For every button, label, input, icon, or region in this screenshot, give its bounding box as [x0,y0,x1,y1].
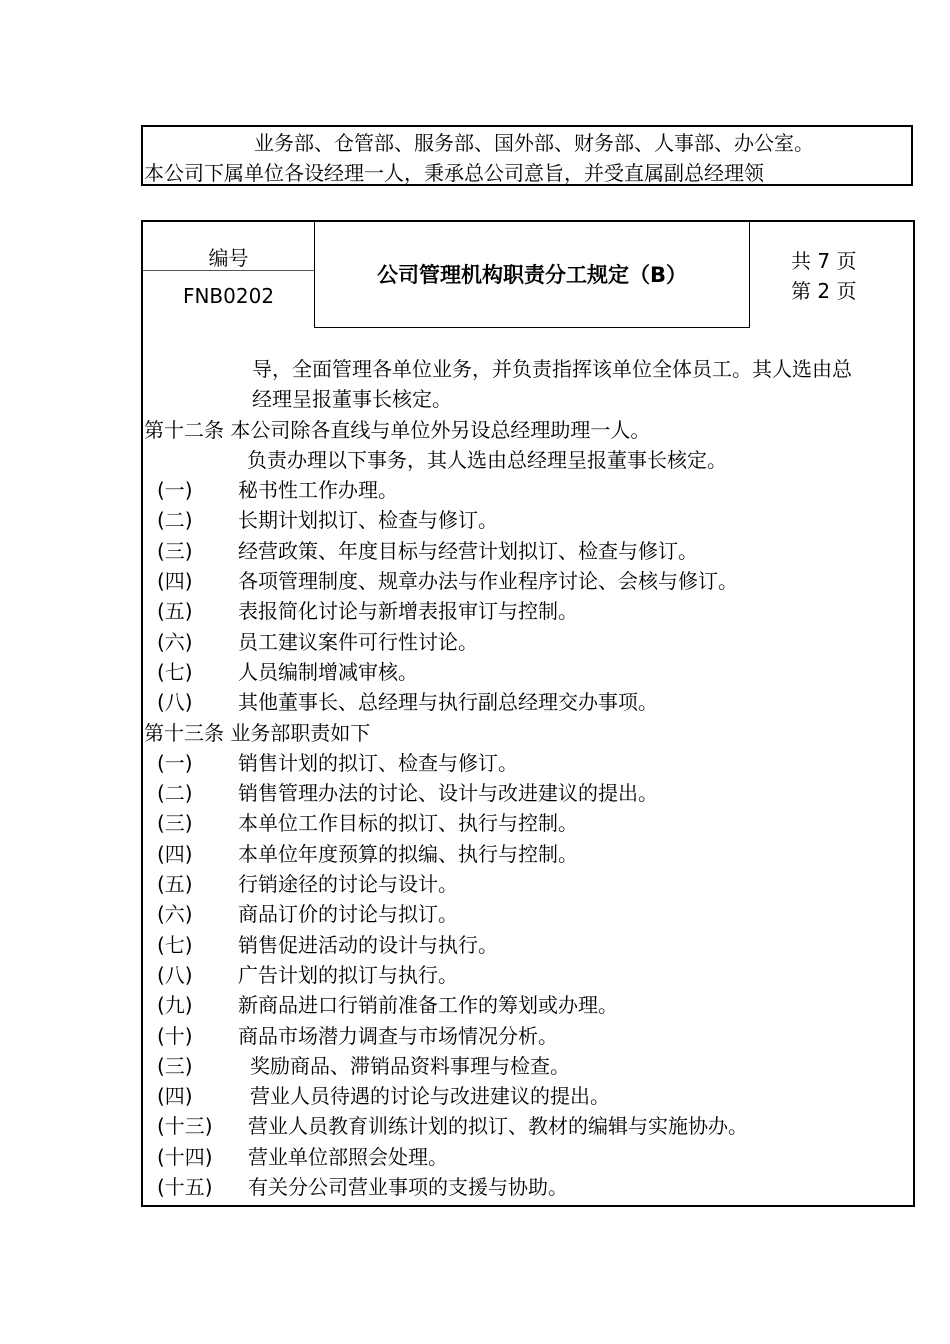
item-text: 营业单位部照会处理。 [248,1144,448,1169]
item-text: 人员编制增减审核。 [238,659,418,684]
continuation-text: 经理呈报董事长核定。 [252,387,452,412]
item-number: (三) [157,811,193,836]
item-text: 员工建议案件可行性讨论。 [238,629,478,654]
item-text: 本单位工作目标的拟订、执行与控制。 [238,811,578,836]
item-text: 秘书性工作办理。 [238,478,398,503]
item-text: 经营政策、年度目标与经营计划拟订、检查与修订。 [238,538,698,563]
item-text: 营业人员教育训练计划的拟订、教材的编辑与实施协办。 [248,1114,748,1139]
list-item [143,960,913,990]
list-item [143,1021,913,1051]
item-text: 本单位年度预算的拟编、执行与控制。 [238,841,578,866]
total-pages: 共 7 页 [791,249,857,273]
item-number: (八) [157,962,193,987]
item-text: 新商品进口行销前准备工作的筹划或办理。 [238,993,618,1018]
list-item [143,1142,913,1172]
list-item [143,990,913,1020]
item-number: (二) [157,508,193,533]
item-number: (四) [157,569,193,594]
list-item [143,869,913,899]
list-item [143,1172,913,1202]
code-divider [143,270,314,271]
item-number: (五) [157,599,193,624]
item-text: 表报简化讨论与新增表报审订与控制。 [238,599,578,624]
item-number: (十) [157,1023,193,1048]
item-number: (十五) [157,1175,213,1200]
item-text: 销售促进活动的设计与执行。 [238,932,498,957]
item-number: (七) [157,659,193,684]
item-text: 广告计划的拟订与执行。 [238,962,458,987]
list-item [143,1081,913,1111]
item-text: 行销途径的讨论与设计。 [238,872,458,897]
item-number: (八) [157,690,193,715]
item-text: 奖励商品、滞销品资料事理与检查。 [250,1053,570,1078]
item-text: 其他董事长、总经理与执行副总经理交办事项。 [238,690,658,715]
item-text: 长期计划拟订、检查与修订。 [238,508,498,533]
list-item [143,627,913,657]
list-item [143,778,913,808]
article-heading [143,718,913,748]
list-item [143,536,913,566]
page-info [791,246,856,306]
code-value: FNB0202 [182,284,275,308]
article-heading [143,415,913,445]
body-line [143,445,913,475]
list-item [143,1051,913,1081]
item-text: 商品市场潜力调查与市场情况分析。 [238,1023,558,1048]
item-text: 销售管理办法的讨论、设计与改进建议的提出。 [238,781,658,806]
item-number: (九) [157,993,193,1018]
item-text: 各项管理制度、规章办法与作业程序讨论、会核与修订。 [238,569,738,594]
manager-clause-line: 本公司下属单位各设经理一人，秉承总公司意旨，并受直属副总经理领 [144,161,764,185]
current-page: 第 2 页 [791,279,857,303]
list-item [143,899,913,929]
item-number: (四) [157,1084,193,1109]
article-12-title: 第十二条 本公司除各直线与单位外另设总经理助理一人。 [144,417,651,442]
list-item [143,596,913,626]
list-item [143,930,913,960]
item-number: (一) [157,478,193,503]
body-line [143,354,913,384]
article-13-title: 第十三条 业务部职责如下 [144,720,371,745]
document-body [143,354,913,1202]
item-number: (十四) [157,1144,213,1169]
item-number: (十三) [157,1114,213,1139]
list-item [143,808,913,838]
list-item [143,839,913,869]
body-line [143,384,913,414]
item-number: (五) [157,872,193,897]
item-number: (三) [157,538,193,563]
list-item [143,566,913,596]
list-item [143,475,913,505]
list-item [143,657,913,687]
item-text: 营业人员待遇的讨论与改进建议的提出。 [250,1084,610,1109]
document-title: 公司管理机构职责分工规定（B） [376,263,687,287]
item-number: (四) [157,841,193,866]
item-number: (一) [157,750,193,775]
list-item [143,505,913,535]
document-page [141,220,915,1207]
item-number: (六) [157,629,193,654]
item-text: 商品订价的讨论与拟订。 [238,902,458,927]
list-item [143,1111,913,1141]
item-text: 销售计划的拟订、检查与修订。 [238,750,518,775]
article-12-subtitle: 负责办理以下事务，其人选由总经理呈报董事长核定。 [247,447,727,472]
code-label: 编号 [208,246,249,270]
department-list-line: 业务部、仓管部、服务部、国外部、财务部、人事部、办公室。 [254,131,814,155]
item-number: (三) [157,1053,193,1078]
list-item [143,687,913,717]
list-item [143,748,913,778]
continuation-text: 导，全面管理各单位业务，并负责指挥该单位全体员工。其人选由总 [252,357,852,381]
document-code-cell [143,222,314,328]
item-number: (二) [157,781,193,806]
item-number: (七) [157,932,193,957]
item-text: 有关分公司营业事项的支援与协助。 [248,1175,568,1200]
continuation-box [141,125,913,186]
title-cell [314,220,750,328]
item-number: (六) [157,902,193,927]
